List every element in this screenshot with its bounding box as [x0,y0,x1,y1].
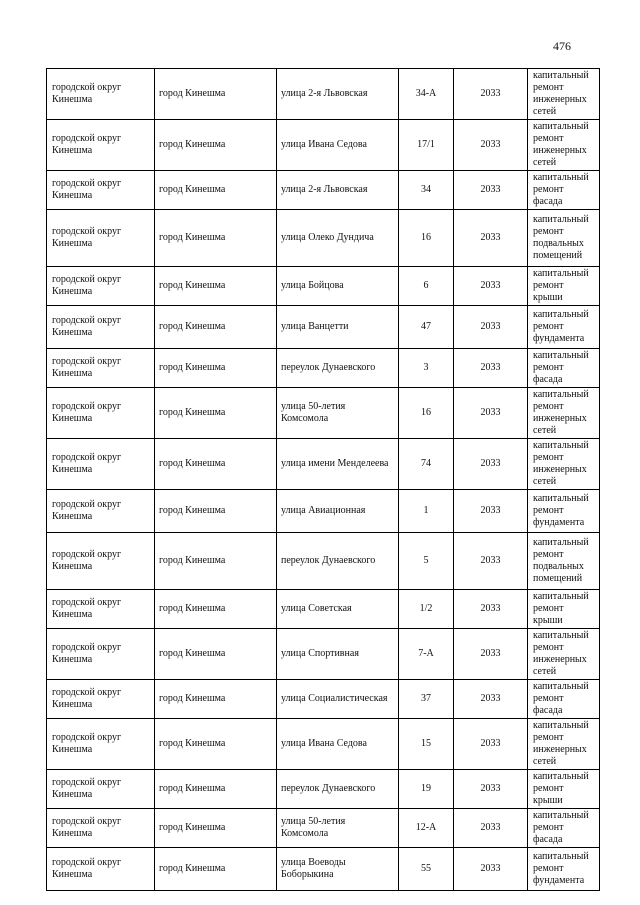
work-type-cell: капитальный ремонт подвальных помещений [528,533,600,590]
street-cell: улица 50-летия Комсомола [277,388,399,439]
year-cell: 2033 [454,69,528,120]
table-row [47,171,600,210]
work-type-cell: капитальный ремонт инженерных сетей [528,388,600,439]
house-number-cell: 37 [399,680,454,719]
table-row [47,809,600,848]
city-cell: город Кинешма [155,629,277,680]
okrug-cell: городской округ Кинешма [47,69,155,120]
year-cell: 2033 [454,590,528,629]
street-cell: улица Бойцова [277,267,399,306]
street-cell: улица имени Менделеева [277,439,399,490]
year-cell: 2033 [454,680,528,719]
okrug-cell: городской округ Кинешма [47,590,155,629]
okrug-cell: городской округ Кинешма [47,490,155,533]
table-row [47,490,600,533]
work-type-cell: капитальный ремонт фундамента [528,490,600,533]
table-row [47,533,600,590]
year-cell: 2033 [454,770,528,809]
year-cell: 2033 [454,171,528,210]
house-number-cell: 55 [399,848,454,891]
city-cell: город Кинешма [155,719,277,770]
street-cell: улица Спортивная [277,629,399,680]
year-cell: 2033 [454,719,528,770]
city-cell: город Кинешма [155,590,277,629]
okrug-cell: городской округ Кинешма [47,388,155,439]
city-cell: город Кинешма [155,388,277,439]
city-cell: город Кинешма [155,809,277,848]
okrug-cell: городской округ Кинешма [47,629,155,680]
street-cell: улица Ванцетти [277,306,399,349]
table-row [47,69,600,120]
city-cell: город Кинешма [155,69,277,120]
okrug-cell: городской округ Кинешма [47,439,155,490]
work-type-cell: капитальный ремонт инженерных сетей [528,439,600,490]
work-type-cell: капитальный ремонт подвальных помещений [528,210,600,267]
table-row [47,629,600,680]
house-number-cell: 16 [399,388,454,439]
city-cell: город Кинешма [155,848,277,891]
table-row [47,439,600,490]
year-cell: 2033 [454,439,528,490]
work-type-cell: капитальный ремонт фундамента [528,848,600,891]
year-cell: 2033 [454,629,528,680]
work-type-cell: капитальный ремонт фасада [528,349,600,388]
year-cell: 2033 [454,306,528,349]
okrug-cell: городской округ Кинешма [47,533,155,590]
house-number-cell: 3 [399,349,454,388]
house-number-cell: 16 [399,210,454,267]
work-type-cell: капитальный ремонт крыши [528,267,600,306]
okrug-cell: городской округ Кинешма [47,349,155,388]
table-row [47,848,600,891]
city-cell: город Кинешма [155,120,277,171]
street-cell: улица Советская [277,590,399,629]
street-cell: улица Авиационная [277,490,399,533]
work-type-cell: капитальный ремонт фасада [528,171,600,210]
year-cell: 2033 [454,388,528,439]
city-cell: город Кинешма [155,490,277,533]
okrug-cell: городской округ Кинешма [47,306,155,349]
street-cell: улица Социалистическая [277,680,399,719]
city-cell: город Кинешма [155,306,277,349]
house-number-cell: 17/1 [399,120,454,171]
table-row [47,210,600,267]
street-cell: улица 2-я Львовская [277,171,399,210]
street-cell: улица Ивана Седова [277,120,399,171]
year-cell: 2033 [454,809,528,848]
table-row [47,306,600,349]
year-cell: 2033 [454,533,528,590]
city-cell: город Кинешма [155,439,277,490]
okrug-cell: городской округ Кинешма [47,770,155,809]
street-cell: переулок Дунаевского [277,770,399,809]
house-number-cell: 15 [399,719,454,770]
table-row [47,590,600,629]
city-cell: город Кинешма [155,210,277,267]
work-type-cell: капитальный ремонт инженерных сетей [528,69,600,120]
house-number-cell: 12-А [399,809,454,848]
year-cell: 2033 [454,210,528,267]
street-cell: улица Ивана Седова [277,719,399,770]
city-cell: город Кинешма [155,349,277,388]
okrug-cell: городской округ Кинешма [47,848,155,891]
work-type-cell: капитальный ремонт фасада [528,680,600,719]
okrug-cell: городской округ Кинешма [47,120,155,171]
okrug-cell: городской округ Кинешма [47,809,155,848]
work-type-cell: капитальный ремонт фасада [528,809,600,848]
repair-schedule-table [46,68,600,891]
house-number-cell: 34-А [399,69,454,120]
okrug-cell: городской округ Кинешма [47,267,155,306]
city-cell: город Кинешма [155,680,277,719]
table-row [47,770,600,809]
work-type-cell: капитальный ремонт крыши [528,590,600,629]
table-row [47,719,600,770]
city-cell: город Кинешма [155,770,277,809]
year-cell: 2033 [454,267,528,306]
house-number-cell: 6 [399,267,454,306]
table-row [47,388,600,439]
house-number-cell: 5 [399,533,454,590]
street-cell: переулок Дунаевского [277,349,399,388]
city-cell: город Кинешма [155,171,277,210]
work-type-cell: капитальный ремонт крыши [528,770,600,809]
work-type-cell: капитальный ремонт фундамента [528,306,600,349]
street-cell: улица 2-я Львовская [277,69,399,120]
okrug-cell: городской округ Кинешма [47,680,155,719]
okrug-cell: городской округ Кинешма [47,210,155,267]
city-cell: город Кинешма [155,267,277,306]
work-type-cell: капитальный ремонт инженерных сетей [528,629,600,680]
table-row [47,120,600,171]
work-type-cell: капитальный ремонт инженерных сетей [528,120,600,171]
table-row [47,267,600,306]
year-cell: 2033 [454,490,528,533]
house-number-cell: 74 [399,439,454,490]
street-cell: улица Воеводы Боборыкина [277,848,399,891]
house-number-cell: 1 [399,490,454,533]
table-row [47,680,600,719]
house-number-cell: 1/2 [399,590,454,629]
house-number-cell: 7-А [399,629,454,680]
year-cell: 2033 [454,848,528,891]
street-cell: переулок Дунаевского [277,533,399,590]
okrug-cell: городской округ Кинешма [47,171,155,210]
okrug-cell: городской округ Кинешма [47,719,155,770]
year-cell: 2033 [454,120,528,171]
work-type-cell: капитальный ремонт инженерных сетей [528,719,600,770]
year-cell: 2033 [454,349,528,388]
house-number-cell: 47 [399,306,454,349]
street-cell: улица Олеко Дундича [277,210,399,267]
table-row [47,349,600,388]
page-number: 476 [553,39,571,53]
street-cell: улица 50-летия Комсомола [277,809,399,848]
house-number-cell: 19 [399,770,454,809]
house-number-cell: 34 [399,171,454,210]
city-cell: город Кинешма [155,533,277,590]
